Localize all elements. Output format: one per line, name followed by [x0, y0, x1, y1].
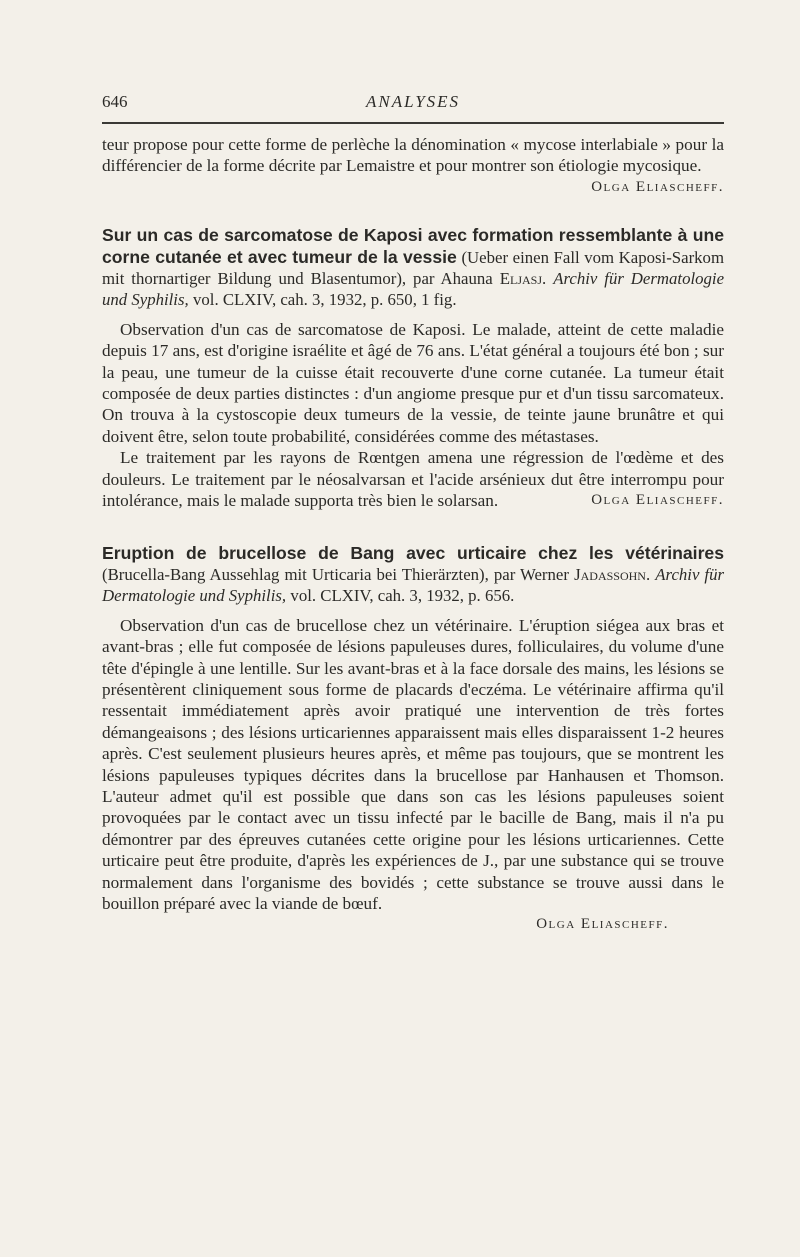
article-reference: vol. CLXIV, cah. 3, 1932, p. 656.	[290, 586, 515, 606]
article-reference: vol. CLXIV, cah. 3, 1932, p. 650, 1 fig.	[193, 290, 457, 310]
article-author: Jadassohn.	[574, 564, 651, 584]
signature: Olga Eliascheff.	[591, 492, 724, 509]
signature: Olga Eliascheff.	[536, 916, 669, 933]
page-number: 646	[102, 92, 128, 111]
article-original-title: (Ueber einen Fall vom Kaposi-Sarkom mit thornartiger Bildung und Blasentumor), par Ahauna	[102, 247, 725, 289]
article-paragraph: Le traitement par les rayons de Rœntgen amena une régression de l'œdème et des douleurs. Le traitement par le néosalvarsan et l'acide arsénieux dut être interrompu pour intolérance, mais le malade supporta très bien le solarsan. Olga Eliascheff.	[102, 448, 724, 511]
signature: Olga Eliascheff.	[591, 178, 724, 195]
article-paragraph: Observation d'un cas de sarcomatose de Kaposi. Le malade, atteint de cette maladie depuis 17 ans, est d'origine israélite et âgé de 76 ans. L'état général a toujours été bon ; sur la peau, une tumeur de la cuisse était recouverte d'une corne cutanée. La tumeur était composée de deux parties distinctes : d'un angiome presque pur et d'un tissu sarcomateux. On trouva à la cystoscopie deux tumeurs de la vessie, de teinte jaune brunâtre et qui doivent être, selon toute probabilité, considérées comme des métastases.	[102, 319, 724, 446]
running-title: ANALYSES	[365, 92, 461, 111]
article-author: Eljasj.	[499, 269, 547, 289]
page	[102, 92, 724, 936]
article-title: Sur un cas de sarcomatose de Kaposi avec formation ressemblante à une corne cutanée et avec tumeur de la vessie	[102, 225, 724, 267]
article-paragraph: Observation d'un cas de brucellose chez un vétérinaire. L'éruption siégea aux bras et avant-bras ; elle fut composée de lésions papuleuses dures, folliculaires, du volume d'une tête d'épingle à une lentille. Sur les avant-bras et à la face dorsale des mains, les lésions se présentèrent cliniquement sous forme de placards d'eczéma. Le vétérinaire affirma qu'il ressentait immédiatement après avoir pratiqué une intervention de très fortes démangeaisons ; des lésions urticariennes apparaissent mais elles disparaissent 1-2 heures après. C'est seulement plusieurs heures après, et même pas toujours, que se montrent les lésions papuleuses typiques décrites dans la brucellose par Hanhausen et Thomson. L'auteur admet qu'il est possible que dans son cas les lésions papuleuses soient provoquées par le contact avec un tissu infecté par le bacille de Bang, mais il n'a pu démontrer par des épreuves cutanées cette origine pour les lésions urticariennes. Cette urticaire peut être produite, d'après les expériences de J., par une substance qui se trouve normalement dans l'organisme des bovidés ; cette substance se trouve aussi dans le bouillon préparé avec la viande de bœuf.	[102, 615, 724, 913]
running-header	[102, 92, 724, 118]
article-journal: Archiv für Dermatologie und Syphilis,	[102, 564, 724, 606]
intro-paragraph: teur propose pour cette forme de perlèche la dénomination « mycose interlabiale » pour la différencier de la forme décrite par Lemaistre et pour montrer son étiologie mycosique. Olga Eliascheff.	[102, 134, 724, 177]
article-title: Eruption de brucellose de Bang avec urticaire chez les vétérinaires	[102, 542, 724, 563]
header-rule	[102, 122, 724, 124]
article-heading	[102, 543, 724, 607]
article-original-title: (Brucella-Bang Aussehlag mit Urticaria bei Thierärzten), par Werner	[102, 564, 569, 584]
article-heading	[102, 225, 724, 311]
article-journal: Archiv für Dermatologie und Syphilis,	[102, 269, 725, 310]
